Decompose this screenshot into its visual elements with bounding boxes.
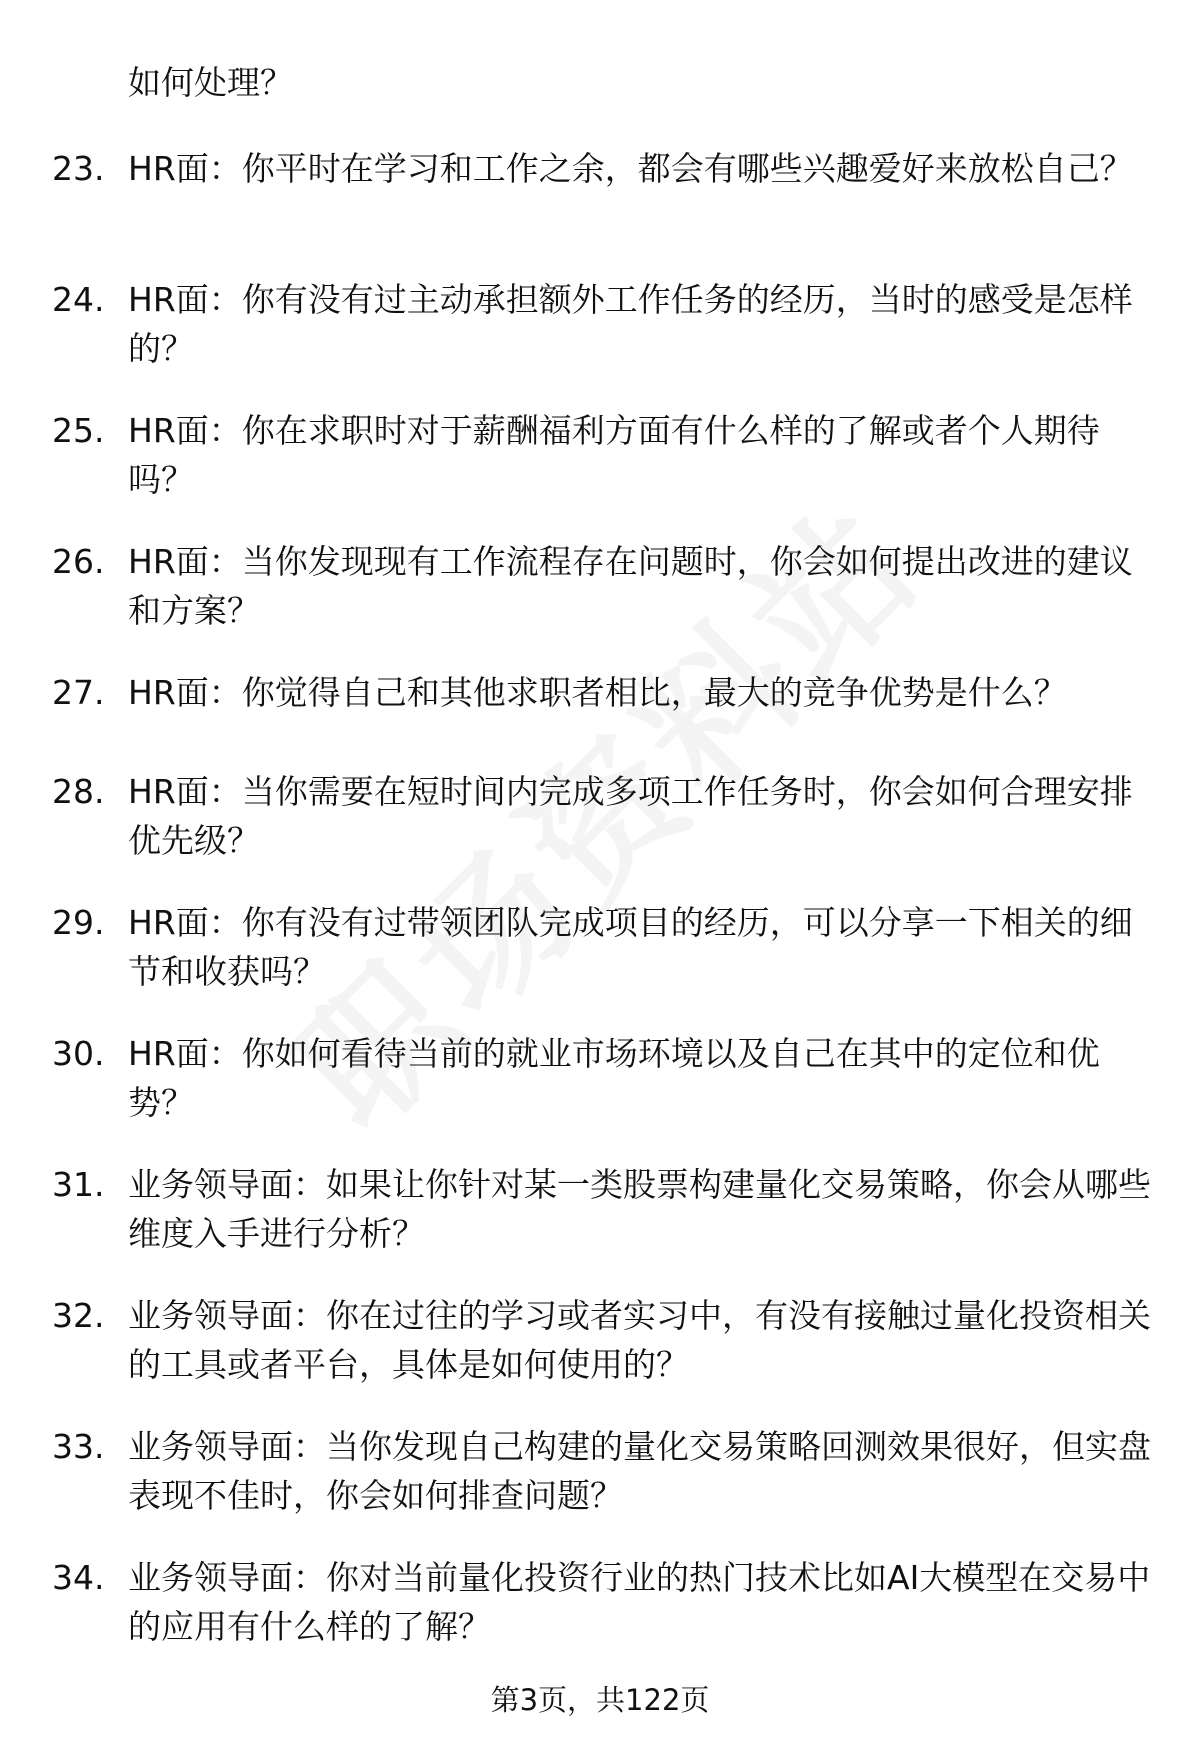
question-text: HR面：你有没有过带领团队完成项目的经历，可以分享一下相关的细节和收获吗？	[128, 903, 1133, 991]
question-number: 26.	[52, 542, 105, 581]
continuation-text: 如何处理？	[128, 63, 293, 102]
question-number: 30.	[52, 1034, 105, 1073]
question-number: 31.	[52, 1165, 105, 1204]
question-number: 34.	[52, 1558, 105, 1597]
question-number: 27.	[52, 673, 105, 712]
question-item	[0, 1291, 1200, 1422]
question-item	[0, 275, 1200, 406]
question-item	[0, 406, 1200, 537]
question-number: 25.	[52, 411, 105, 450]
question-text: 业务领导面：当你发现自己构建的量化交易策略回测效果很好，但实盘表现不佳时，你会如何排查问题？	[128, 1427, 1151, 1515]
question-text: 业务领导面：如果让你针对某一类股票构建量化交易策略，你会从哪些维度入手进行分析？	[128, 1165, 1151, 1253]
question-text: HR面：你在求职时对于薪酬福利方面有什么样的了解或者个人期待吗？	[128, 411, 1100, 499]
question-text: HR面：你觉得自己和其他求职者相比，最大的竞争优势是什么？	[128, 673, 1067, 712]
question-item	[0, 1553, 1200, 1684]
page-footer: 第3页，共122页	[490, 1683, 710, 1717]
question-item	[0, 1029, 1200, 1160]
question-text: HR面：当你需要在短时间内完成多项工作任务时，你会如何合理安排优先级？	[128, 772, 1133, 860]
question-item	[0, 1160, 1200, 1291]
question-number: 33.	[52, 1427, 105, 1466]
question-number: 24.	[52, 280, 105, 319]
question-item	[0, 767, 1200, 898]
question-text: 业务领导面：你在过往的学习或者实习中，有没有接触过量化投资相关的工具或者平台，具体是如何使用的？	[128, 1296, 1151, 1384]
question-number: 29.	[52, 903, 105, 942]
question-item	[0, 144, 1200, 275]
question-text: HR面：你平时在学习和工作之余，都会有哪些兴趣爱好来放松自己？	[128, 149, 1133, 188]
question-item	[0, 537, 1200, 668]
question-text: HR面：你有没有过主动承担额外工作任务的经历，当时的感受是怎样的？	[128, 280, 1133, 368]
question-item	[0, 1422, 1200, 1553]
question-item	[0, 668, 1200, 767]
question-text: HR面：当你发现现有工作流程存在问题时，你会如何提出改进的建议和方案？	[128, 542, 1133, 630]
question-list	[0, 144, 1200, 1684]
question-number: 32.	[52, 1296, 105, 1335]
question-number: 23.	[52, 149, 105, 188]
question-text: HR面：你如何看待当前的就业市场环境以及自己在其中的定位和优势？	[128, 1034, 1100, 1122]
question-number: 28.	[52, 772, 105, 811]
question-item	[0, 898, 1200, 1029]
question-text: 业务领导面：你对当前量化投资行业的热门技术比如AI大模型在交易中的应用有什么样的了解？	[128, 1558, 1151, 1646]
